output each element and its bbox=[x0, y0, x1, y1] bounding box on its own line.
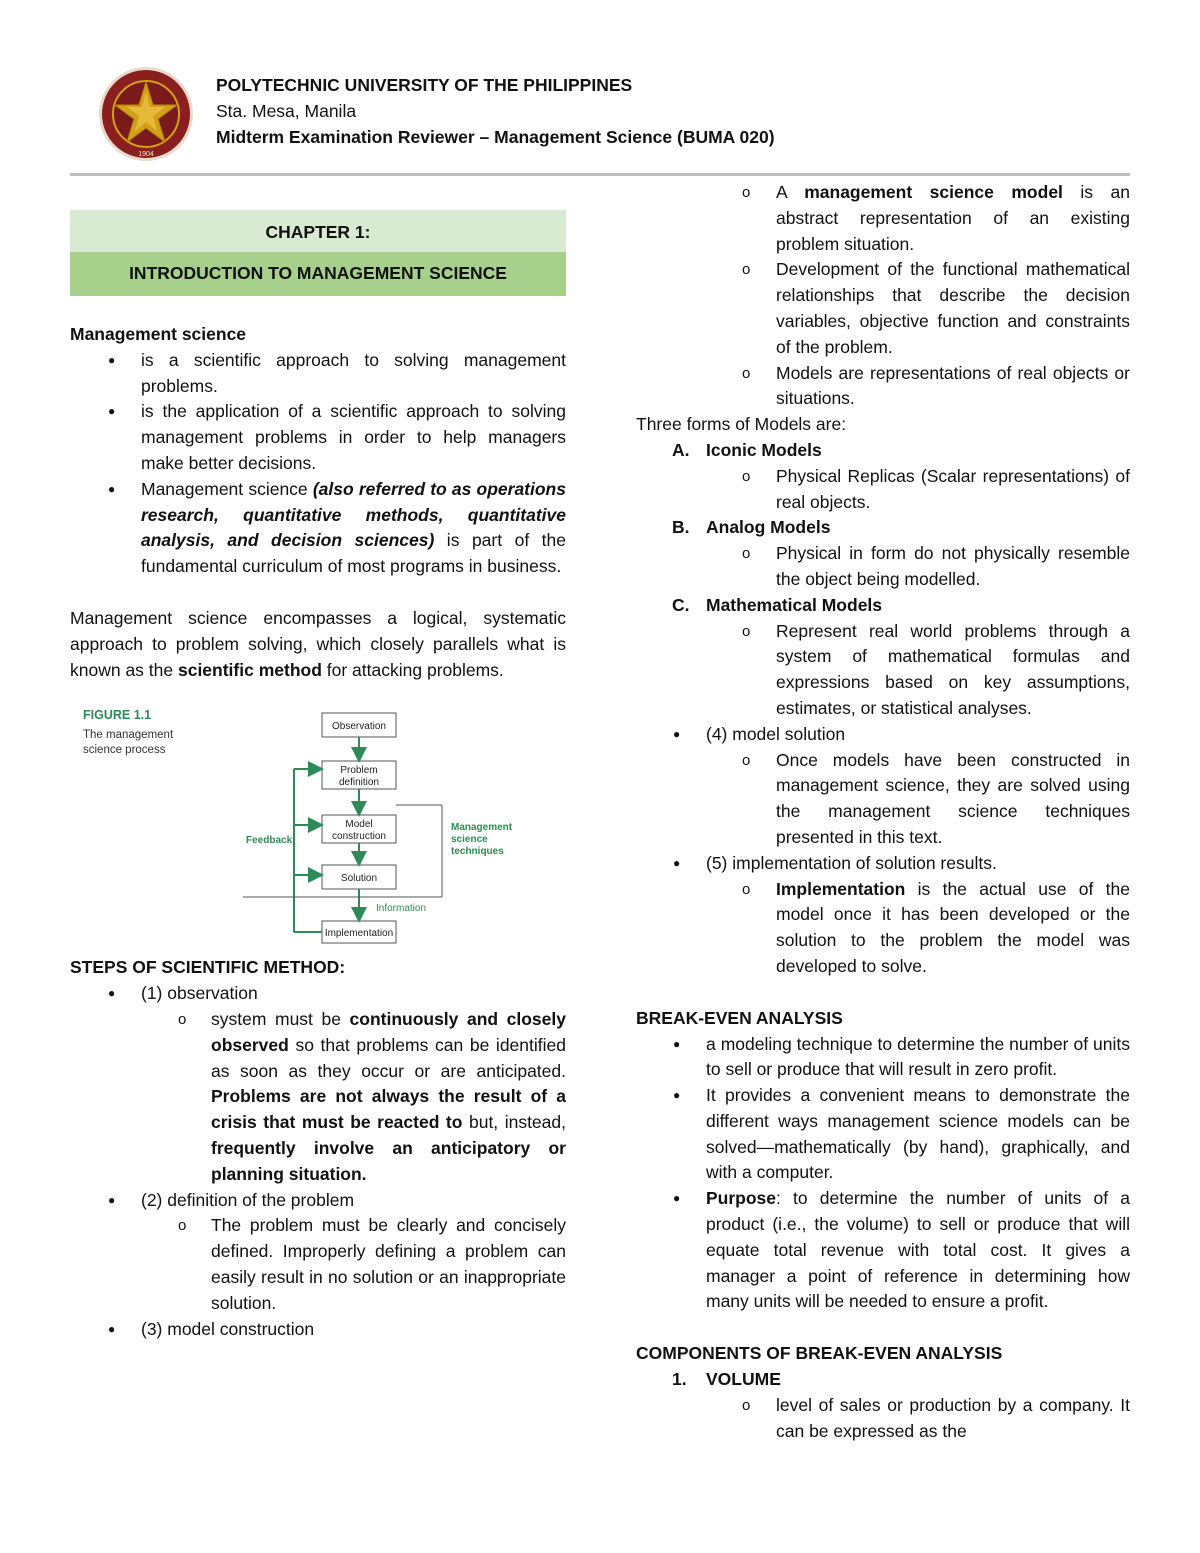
list-item: ● It provides a convenient means to demonstrate the different ways management science models can be solved—mathematically (by hand), graphically, and with a computer. bbox=[673, 1085, 1130, 1183]
svg-text:Model: Model bbox=[345, 819, 373, 831]
list-item: o Once models have been constructed in management science, they are solved using the management science techniques presented in this text. bbox=[742, 749, 1130, 847]
university-name: POLYTECHNIC UNIVERSITY OF THE PHILIPPINES bbox=[216, 75, 633, 95]
figure-caption-line2: science process bbox=[83, 744, 166, 757]
list-item: o Physical Replicas (Scalar representations) of real objects. bbox=[742, 465, 1130, 512]
figure-management-science-process bbox=[70, 697, 566, 947]
model-notes-list bbox=[636, 180, 1130, 412]
bea-list bbox=[636, 1032, 1130, 1316]
process-diagram bbox=[70, 697, 566, 947]
list-item: o Represent real world problems through a system of mathematical formulas and expressions based on key assumptions, estimates, or statistical analyses. bbox=[742, 620, 1130, 718]
list-item: o Models are representations of real objects or situations. bbox=[742, 362, 1130, 409]
list-item: o A management science model is an abstract representation of an existing problem situation. bbox=[742, 182, 1131, 254]
list-item: ● (3) model construction bbox=[108, 1318, 315, 1339]
chapter-banner bbox=[70, 210, 566, 296]
header-text bbox=[216, 72, 775, 150]
list-item: A. Iconic Models bbox=[672, 439, 822, 460]
components-list bbox=[636, 1367, 1130, 1444]
list-item: o The problem must be clearly and concisely defined. Improperly defining a problem can easily result in no solution or an inappropriate solution. bbox=[178, 1215, 566, 1313]
svg-text:techniques: techniques bbox=[451, 846, 504, 858]
svg-text:construction: construction bbox=[332, 831, 386, 843]
list-item: ● (4) model solution bbox=[673, 723, 846, 744]
forms-intro: Three forms of Models are: bbox=[636, 414, 847, 435]
list-item: ● (2) definition of the problem bbox=[108, 1189, 355, 1210]
university-seal-icon bbox=[98, 66, 194, 162]
list-item: ● (5) implementation of solution results. bbox=[673, 852, 997, 873]
list-item: o Implementation is the actual use of the model once it has been developed or the solution to the problem the model was developed to solve. bbox=[742, 878, 1130, 976]
list-item: ● (1) observation bbox=[108, 983, 258, 1004]
left-column bbox=[70, 180, 566, 1342]
figure-caption-line1: The management bbox=[83, 729, 174, 742]
list-item: ● is a scientific approach to solving management problems. bbox=[108, 349, 566, 396]
list-item: o system must be continuously and closely observed so that problems can be identified as soon as they occur or are anticipated. Problems are not always the result of a crisis that must be reacted to but, instead, frequently involve an anticipatory or planning situation. bbox=[178, 1008, 566, 1184]
list-item: C. Mathematical Models bbox=[672, 594, 883, 615]
chapter-title: INTRODUCTION TO MANAGEMENT SCIENCE bbox=[70, 252, 566, 296]
svg-text:1904: 1904 bbox=[138, 151, 154, 158]
svg-text:definition: definition bbox=[338, 777, 380, 789]
list-item: o Physical in form do not physically resemble the object being modelled. bbox=[742, 543, 1130, 589]
svg-text:Problem: Problem bbox=[340, 765, 378, 777]
list-item: o level of sales or production by a company. It can be expressed as the bbox=[742, 1394, 1130, 1441]
scientific-method-paragraph: Management science encompasses a logical, systematic approach to problem solving, which closely parallels what is known as the scientific method for attacking problems. bbox=[70, 607, 566, 680]
bea-heading: BREAK-EVEN ANALYSIS bbox=[636, 1007, 843, 1028]
svg-text:science: science bbox=[451, 834, 488, 846]
chapter-number: CHAPTER 1: bbox=[70, 210, 566, 252]
header-divider bbox=[70, 173, 1130, 176]
components-heading: COMPONENTS OF BREAK-EVEN ANALYSIS bbox=[636, 1343, 1003, 1364]
list-item: 1. VOLUME bbox=[672, 1369, 781, 1390]
steps-heading: STEPS OF SCIENTIFIC METHOD: bbox=[70, 957, 346, 978]
document-header bbox=[98, 60, 1178, 170]
svg-text:Observation: Observation bbox=[332, 721, 386, 733]
exam-title: Midterm Examination Reviewer – Management Science (BUMA 020) bbox=[216, 127, 775, 147]
list-item: o Development of the functional mathematical relationships that describe the decision variables, objective function and constraints of the problem. bbox=[742, 259, 1130, 357]
svg-text:Solution: Solution bbox=[340, 873, 378, 885]
model-forms-list bbox=[636, 438, 1130, 980]
ms-heading: Management science bbox=[70, 324, 247, 344]
list-item: ● Management science (also referred to as operations research, quantitative methods, quantitative analysis, and decision sciences) is part of the fundamental curriculum of most programs in business. bbox=[108, 478, 567, 577]
feedback-label: Feedback bbox=[246, 835, 293, 847]
figure-label: FIGURE 1.1 bbox=[83, 708, 152, 723]
right-column bbox=[636, 180, 1130, 1444]
svg-text:Management: Management bbox=[451, 822, 513, 834]
university-location: Sta. Mesa, Manila bbox=[216, 101, 357, 121]
list-item: B. Analog Models bbox=[672, 517, 831, 538]
information-label: Information bbox=[376, 903, 427, 915]
ms-definition-list bbox=[70, 348, 566, 580]
list-item: ● Purpose: to determine the number of units of a product (i.e., the volume) to sell or produce that will equate total revenue with total cost. It gives a manager a point of reference in determining how many units will be needed to ensure a profit. bbox=[673, 1188, 1130, 1312]
list-item: ● is the application of a scientific approach to solving management problems in order to help managers make better decisions. bbox=[108, 401, 566, 473]
steps-list bbox=[70, 981, 566, 1342]
svg-text:Implementation: Implementation bbox=[324, 928, 394, 940]
list-item: ● a modeling technique to determine the number of units to sell or produce that will result in zero profit. bbox=[673, 1033, 1130, 1080]
